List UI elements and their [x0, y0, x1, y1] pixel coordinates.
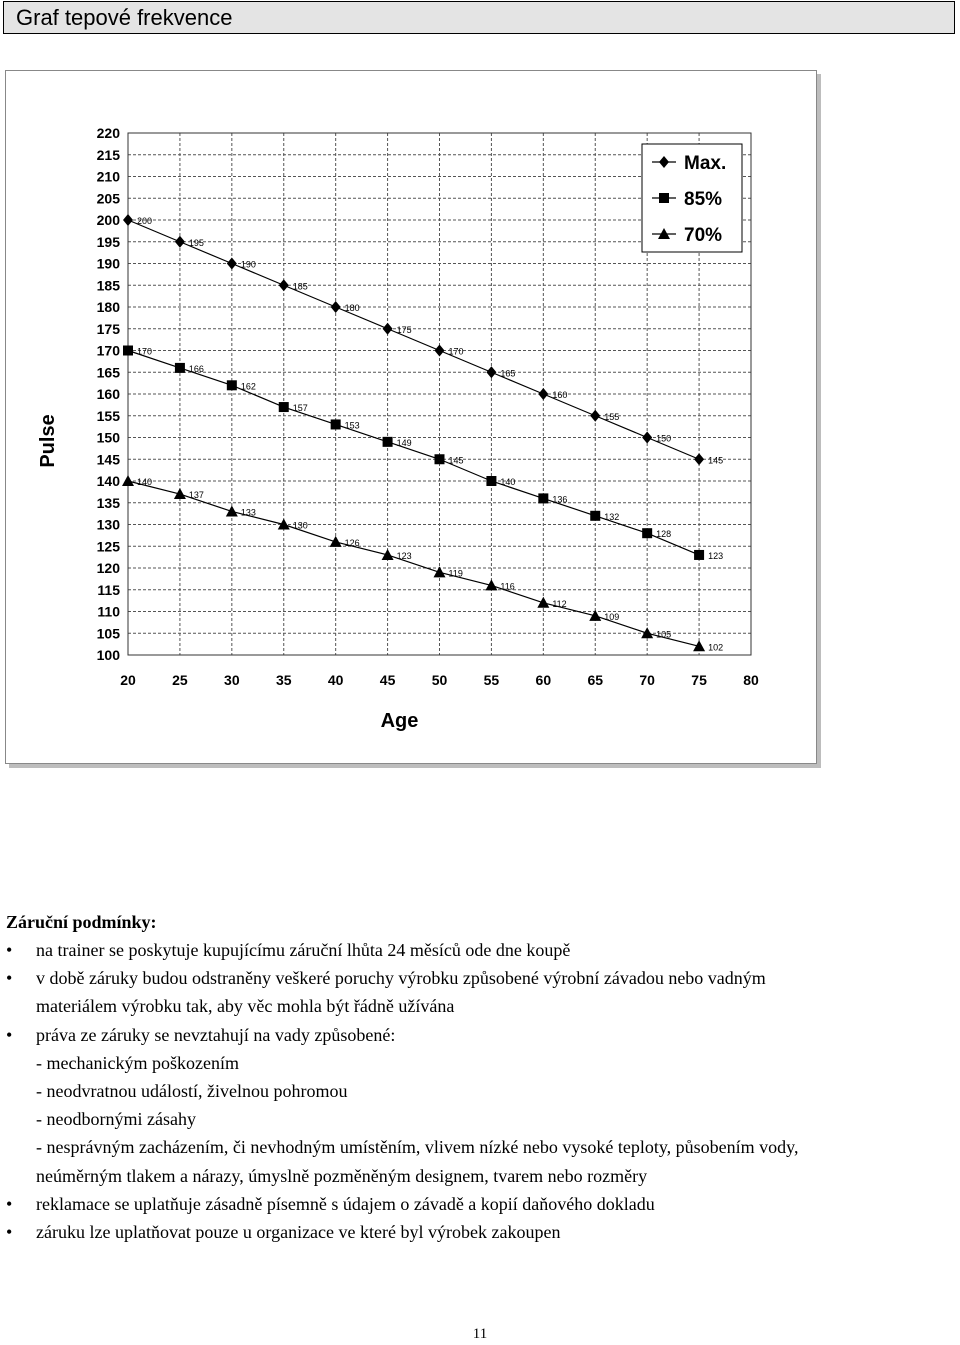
data-label: 157: [292, 403, 308, 414]
data-point: [123, 346, 133, 356]
heart-rate-chart: [6, 71, 816, 763]
legend-label: 85%: [684, 189, 723, 210]
data-label: 200: [137, 216, 153, 226]
legend-label: 70%: [684, 225, 723, 246]
data-label: 123: [396, 550, 412, 561]
data-point: [331, 419, 341, 429]
data-point: [279, 279, 289, 291]
x-tick-label: 80: [743, 672, 759, 688]
data-point: [435, 454, 445, 464]
warranty-item-line: - nesprávným zacházením, či nevhodným umístěním, vlivem nízké nebo vysoké teploty, působením vody,: [36, 1137, 799, 1158]
data-point: [642, 432, 652, 444]
y-tick-label: 200: [96, 212, 120, 228]
y-tick-label: 145: [96, 451, 120, 468]
data-point: [486, 476, 496, 486]
x-tick-label: 65: [587, 672, 604, 688]
data-point: [642, 528, 652, 538]
y-tick-label: 120: [96, 560, 120, 576]
bullet-icon: •: [6, 968, 13, 989]
y-tick-label: 150: [96, 429, 120, 446]
data-label: 180: [344, 303, 360, 313]
x-tick-label: 45: [379, 672, 396, 688]
warranty-item: [6, 964, 956, 1020]
data-label: 160: [552, 390, 568, 400]
x-tick-label: 30: [224, 672, 240, 688]
data-point: [538, 388, 548, 400]
data-label: 132: [604, 511, 620, 522]
bullet-icon: •: [6, 1193, 13, 1214]
data-point: [383, 437, 393, 447]
data-point: [590, 410, 600, 422]
data-label: 195: [188, 237, 204, 248]
data-label: 185: [292, 281, 308, 292]
warranty-section: [6, 908, 956, 1246]
x-tick-label: 20: [120, 672, 136, 688]
data-point: [694, 453, 704, 465]
y-tick-label: 205: [96, 190, 120, 207]
data-point: [590, 511, 600, 521]
y-tick-label: 180: [96, 299, 120, 315]
data-label: 140: [137, 477, 153, 487]
y-tick-label: 190: [96, 255, 120, 272]
y-tick-label: 115: [97, 581, 120, 598]
y-tick-label: 105: [96, 625, 120, 642]
x-tick-label: 70: [639, 672, 655, 688]
warranty-item-line: reklamace se uplatňuje zásadně písemně s údajem o závadě a kopií daňového dokladu: [36, 1193, 655, 1214]
y-tick-label: 125: [96, 538, 120, 555]
warranty-item-line: - neodvratnou událostí, živelnou pohromou: [36, 1081, 348, 1102]
y-tick-label: 130: [96, 516, 120, 533]
data-label: 170: [137, 346, 153, 357]
data-label: 150: [656, 433, 672, 444]
warranty-heading: Záruční podmínky:: [6, 912, 157, 932]
y-axis-label: Pulse: [37, 414, 59, 468]
y-tick-label: 135: [96, 494, 120, 511]
warranty-item: [6, 1021, 956, 1190]
data-point: [383, 323, 393, 335]
legend-label: Max.: [684, 153, 727, 174]
data-label: 165: [500, 368, 516, 379]
data-point: [331, 301, 341, 313]
y-tick-label: 140: [96, 473, 120, 489]
data-label: 145: [448, 455, 464, 466]
page-title: Graf tepové frekvence: [16, 5, 233, 30]
data-label: 153: [344, 420, 360, 431]
warranty-item: [6, 936, 956, 964]
data-label: 175: [396, 324, 412, 335]
series-line: [128, 220, 699, 459]
x-tick-label: 60: [535, 672, 552, 688]
x-tick-label: 50: [431, 672, 448, 688]
data-label: 128: [656, 529, 672, 540]
y-tick-label: 155: [96, 407, 120, 424]
warranty-item-line: materiálem výrobku tak, aby věc mohla být řádně užívána: [36, 996, 455, 1017]
warranty-item-line: - mechanickým poškozením: [36, 1052, 239, 1073]
y-tick-label: 100: [96, 647, 120, 663]
y-tick-label: 160: [96, 386, 120, 402]
data-point: [435, 345, 445, 357]
warranty-item-line: práva ze záruky se nevztahují na vady způsobené:: [36, 1024, 396, 1045]
data-label: 170: [448, 346, 464, 357]
legend-marker: [659, 193, 669, 203]
data-point: [279, 402, 289, 412]
warranty-item: [6, 1218, 956, 1246]
data-point: [122, 475, 134, 486]
warranty-item-line: na trainer se poskytuje kupujícímu záruční lhůta 24 měsíců ode dne koupě: [36, 940, 571, 960]
data-label: 105: [656, 629, 672, 640]
data-label: 149: [396, 437, 412, 448]
data-label: 145: [708, 455, 724, 466]
data-label: 133: [240, 507, 256, 518]
x-axis-label: Age: [380, 710, 419, 732]
x-tick-label: 40: [327, 672, 344, 688]
data-label: 190: [240, 259, 256, 270]
x-tick-label: 55: [483, 672, 500, 688]
data-label: 126: [344, 537, 360, 548]
data-point: [226, 505, 238, 516]
x-tick-label: 25: [172, 672, 188, 688]
y-tick-label: 220: [96, 125, 120, 141]
title-bar: [3, 1, 955, 34]
data-label: 119: [448, 568, 463, 579]
bullet-icon: •: [6, 940, 13, 960]
data-point: [227, 258, 237, 270]
data-point: [538, 493, 548, 503]
y-tick-label: 110: [97, 603, 120, 620]
data-label: 123: [708, 550, 724, 561]
warranty-item: [6, 1190, 956, 1218]
y-tick-label: 215: [96, 146, 120, 163]
y-tick-label: 170: [96, 342, 120, 359]
x-tick-label: 35: [275, 672, 292, 688]
data-point: [330, 536, 342, 547]
y-tick-label: 210: [96, 168, 120, 185]
data-label: 137: [188, 490, 204, 501]
data-point: [486, 366, 496, 378]
data-point: [175, 363, 185, 373]
data-label: 112: [552, 598, 567, 609]
data-point: [227, 380, 237, 390]
warranty-item-line: - neodbornými zásahy: [36, 1109, 196, 1130]
y-tick-label: 175: [96, 320, 120, 337]
data-label: 166: [188, 363, 204, 374]
data-label: 155: [604, 411, 620, 422]
data-label: 136: [552, 494, 568, 505]
data-label: 102: [708, 642, 724, 653]
y-tick-label: 165: [96, 364, 120, 381]
warranty-list: [6, 936, 956, 1246]
warranty-item-line: záruku lze uplatňovat pouze u organizace ve které byl výrobek zakoupen: [36, 1222, 561, 1243]
warranty-item-line: v době záruky budou odstraněny veškeré poruchy výrobku způsobené výrobní závadou nebo vadným: [36, 968, 766, 989]
data-label: 130: [292, 520, 308, 531]
page-number: 11: [472, 1326, 488, 1342]
data-point: [694, 550, 704, 560]
data-label: 109: [604, 611, 620, 622]
data-point: [123, 214, 133, 226]
bullet-icon: •: [6, 1024, 13, 1045]
x-tick-label: 75: [691, 672, 707, 688]
bullet-icon: •: [6, 1222, 13, 1243]
data-point: [641, 627, 653, 638]
chart-frame: [5, 70, 817, 764]
y-tick-label: 185: [96, 277, 120, 294]
data-label: 140: [500, 477, 516, 487]
warranty-item-line: neúměrným tlakem a nárazy, úmyslně pozměněným designem, tvarem nebo rozměry: [36, 1165, 648, 1186]
y-tick-label: 195: [96, 233, 120, 250]
data-label: 162: [240, 381, 256, 392]
data-point: [537, 597, 549, 608]
data-label: 116: [500, 581, 515, 592]
data-point: [175, 236, 185, 248]
